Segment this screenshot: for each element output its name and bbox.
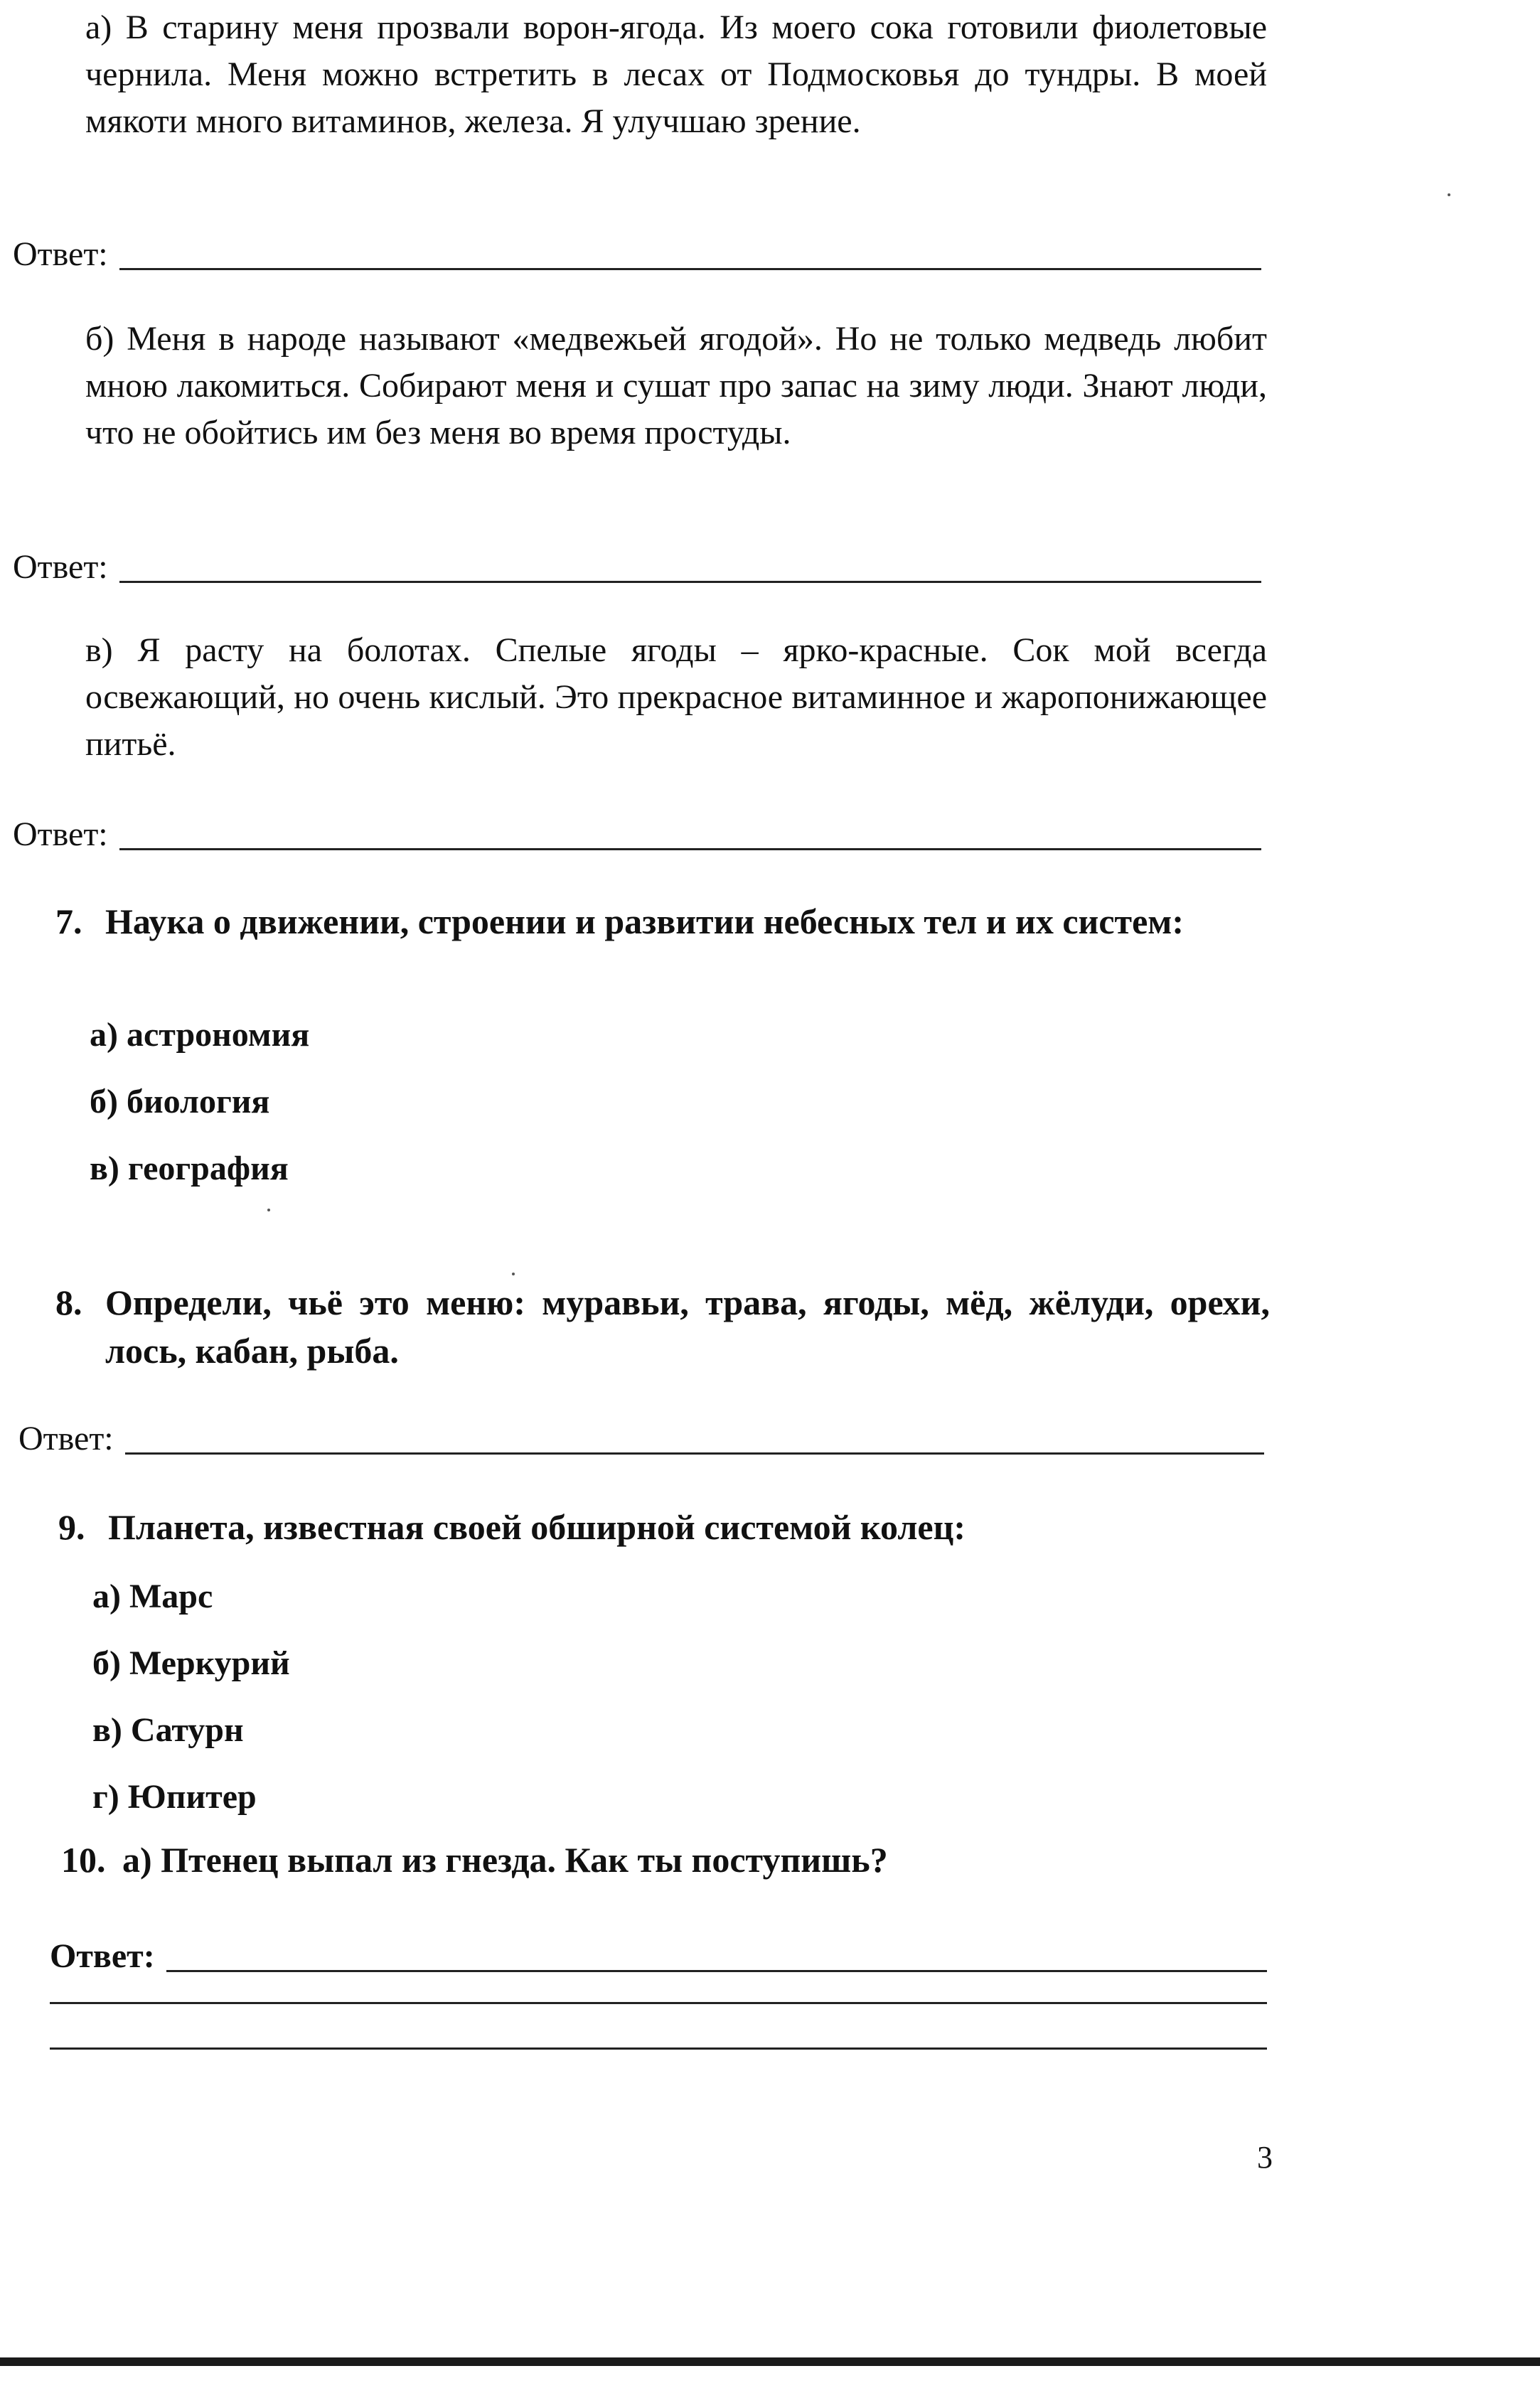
answer-blank[interactable] [166,1946,1267,1972]
q7-option-b[interactable]: б) биология [90,1083,270,1120]
scan-speck [1448,193,1450,196]
question-7 [55,897,1267,946]
q9-option-b[interactable]: б) Меркурий [92,1644,290,1682]
answer-blank[interactable] [125,1428,1264,1455]
scan-speck [512,1273,515,1275]
answer-line-v[interactable] [13,815,1261,855]
question-number: 8. [55,1283,82,1322]
question-10 [61,1836,1270,1884]
question-text: Наука о движении, строении и развитии небесных тел и их систем: [105,901,1184,941]
question-8 [55,1278,1270,1375]
answer-extra-line[interactable] [50,2002,1267,2004]
answer-label: Ответ: [50,1937,155,1975]
scan-speck [267,1209,270,1211]
answer-line-a[interactable] [13,235,1261,274]
question-text: а) Птенец выпал из гнезда. Как ты поступишь? [122,1840,888,1880]
answer-line-8[interactable] [18,1419,1264,1459]
answer-blank[interactable] [119,557,1261,583]
answer-line-10[interactable] [50,1937,1267,1976]
question-text: Планета, известная своей обширной системой колец: [108,1507,966,1547]
answer-label: Ответ: [18,1420,114,1457]
answer-label: Ответ: [13,548,108,586]
question-number: 9. [58,1507,85,1547]
q9-option-g[interactable]: г) Юпитер [92,1778,257,1816]
question-number: 7. [55,901,82,941]
question-number: 10. [61,1840,106,1880]
page-number: 3 [1257,2140,1273,2175]
answer-blank[interactable] [119,824,1261,850]
answer-blank[interactable] [119,244,1261,270]
answer-extra-line[interactable] [50,2047,1267,2050]
q9-option-a[interactable]: а) Марс [92,1578,213,1615]
q7-option-v[interactable]: в) география [90,1150,289,1187]
answer-line-b[interactable] [13,547,1261,587]
question-text: Определи, чьё это меню: муравьи, трава, ягоды, мёд, жёлуди, орехи, лось, кабан, рыба. [105,1283,1270,1371]
riddle-b-text: б) Меня в народе называют «медвежьей ягодой». Но не только медведь любит мною лакомиться. Собирают меня и сушат про запас на зиму люди. Знают люди, что не обойтись им без меня во время простуды. [85,320,1267,451]
riddle-v-text: в) Я расту на болотах. Спелые ягоды – ярко-красные. Сок мой всегда освежающий, но очень кислый. Это прекрасное витаминное и жаропонижающее питьё. [85,631,1267,763]
q9-option-v[interactable]: в) Сатурн [92,1711,244,1749]
scan-bottom-edge [0,2357,1540,2366]
q7-option-a[interactable]: а) астрономия [90,1016,310,1054]
riddle-a-text: а) В старину меня прозвали ворон-ягода. Из моего сока готовили фиолетовые чернила. Меня можно встретить в лесах от Подмосковья до тундры. В моей мякоти много витаминов, железа. Я улучшаю зрение. [85,9,1267,140]
answer-label: Ответ: [13,815,108,853]
question-9 [58,1503,1267,1551]
answer-label: Ответ: [13,235,108,273]
